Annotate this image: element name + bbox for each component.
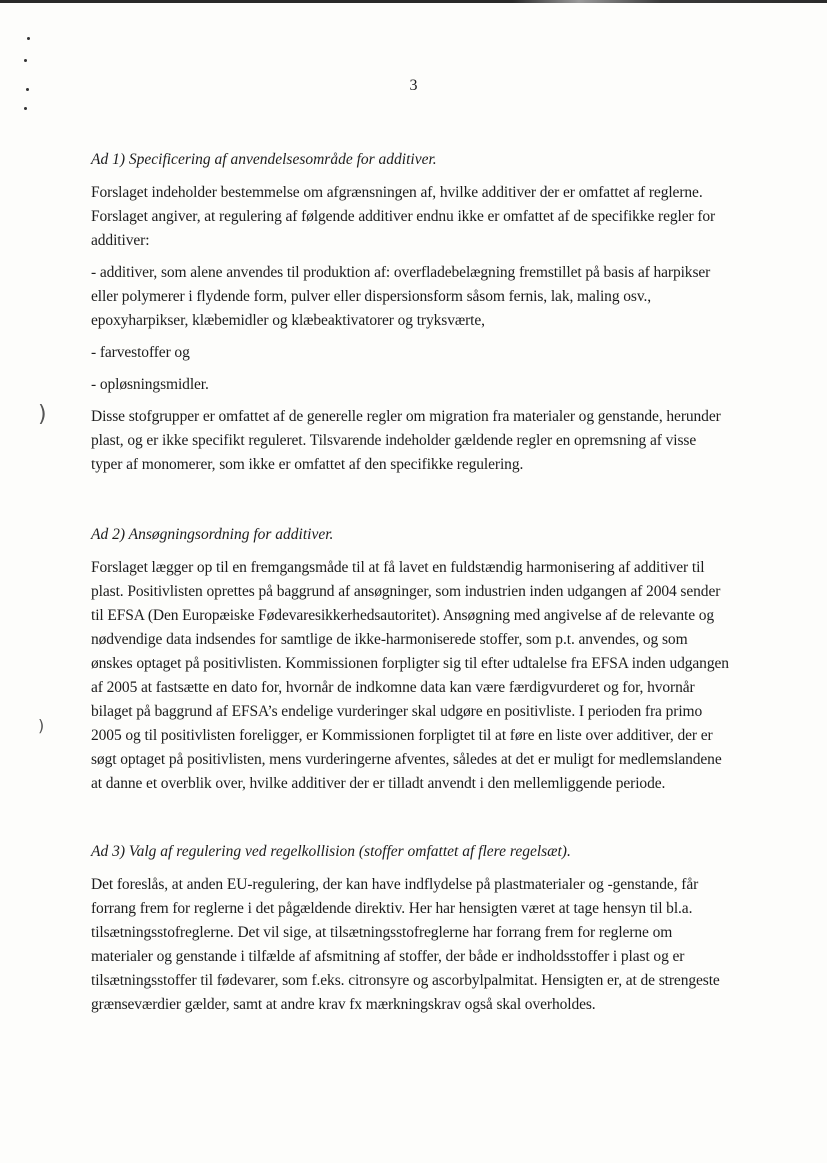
section-heading: Ad 2) Ansøgningsordning for additiver. bbox=[91, 526, 334, 543]
margin-bracket-mark: ) bbox=[38, 716, 45, 735]
punch-hole-mark bbox=[24, 59, 27, 62]
list-item: - farvestoffer og bbox=[91, 344, 190, 361]
paragraph: Forslaget indeholder bestemmelse om afgrænsningen af, hvilke additiver der er omfattet af reglerne. Forslaget angiver, at regulering af følgende additiver endnu ikke er omfattet af de specifikke regler for additiver: bbox=[91, 184, 716, 249]
punch-hole-mark bbox=[24, 107, 27, 110]
document-body bbox=[91, 148, 731, 1025]
list-item: - additiver, som alene anvendes til produktion af: overfladebelægning fremstillet på basis af harpikser eller polymerer i flydende form, pulver eller dispersionsform såsom fernis, lak, maling osv., epoxyharpikser, klæbemidler og klæbeaktivatorer og tryksværte, bbox=[91, 264, 711, 329]
margin-bracket-mark: ) bbox=[38, 402, 47, 427]
section-3 bbox=[91, 840, 731, 1017]
section-1 bbox=[91, 148, 731, 477]
punch-hole-mark bbox=[27, 37, 30, 40]
section-spacer bbox=[91, 485, 731, 523]
section-heading: Ad 1) Specificering af anvendelsesområde for additiver. bbox=[91, 151, 437, 168]
section-spacer bbox=[91, 804, 731, 840]
section-2 bbox=[91, 523, 731, 796]
page-number: 3 bbox=[409, 77, 418, 94]
paragraph: Disse stofgrupper er omfattet af de generelle regler om migration fra materialer og genstande, herunder plast, og er ikke specifikt reguleret. Tilsvarende indeholder gældende regler en opremsning af visse typer af monomerer, som ikke er omfattet af den specifikke regulering. bbox=[91, 408, 721, 473]
top-border-line bbox=[0, 0, 827, 3]
paragraph: Det foreslås, at anden EU-regulering, der kan have indflydelse på plastmaterialer og -genstande, får forrang frem for reglerne i det pågældende direktiv. Her har hensigten været at tage hensyn til bl.a. tilsætningsstofreglerne. Det vil sige, at tilsætningsstofreglerne har forrang frem for reglerne om materialer og genstande i tilfælde af afsmitning af stoffer, der både er indholdsstoffer i plast og er tilsætningsstoffer til fødevarer, som f.eks. citronsyre og ascorbylpalmitat. Hensigten er, at de strengeste grænseværdier gælder, samt at andre krav fx mærkningskrav også skal overholdes. bbox=[91, 876, 720, 1013]
section-heading: Ad 3) Valg af regulering ved regelkollision (stoffer omfattet af flere regelsæt). bbox=[91, 843, 571, 860]
list-item: - opløsningsmidler. bbox=[91, 376, 209, 393]
paragraph: Forslaget lægger op til en fremgangsmåde til at få lavet en fuldstændig harmonisering af additiver til plast. Positivlisten oprettes på baggrund af ansøgninger, som industrien inden udgangen af 2004 sender til EFSA (Den Europæiske Fødevaresikkerhedsautoritet). Ansøgning med angivelse af de relevante og nødvendige data indsendes for samtlige de ikke-harmoniserede stoffer, som p.t. anvendes, og som ønskes optaget på positivlisten. Kommissionen forpligter sig til efter udtalelse fra EFSA inden udgangen af 2005 at fastsætte en dato for, hvornår de indkomne data kan være færdigvurderet og for, hvornår bilaget på baggrund af EFSA’s endelige vurderinger skal udgøre en positivliste. I perioden fra primo 2005 og til positivlisten foreligger, er Kommissionen forpligtet til at føre en liste over additiver, der er søgt optaget på positivlisten, mens vurderingerne afventes, således at det er muligt for medlemslandene at danne et overblik over, hvilke additiver der er tilladt anvendt i den mellemliggende periode. bbox=[91, 559, 729, 792]
